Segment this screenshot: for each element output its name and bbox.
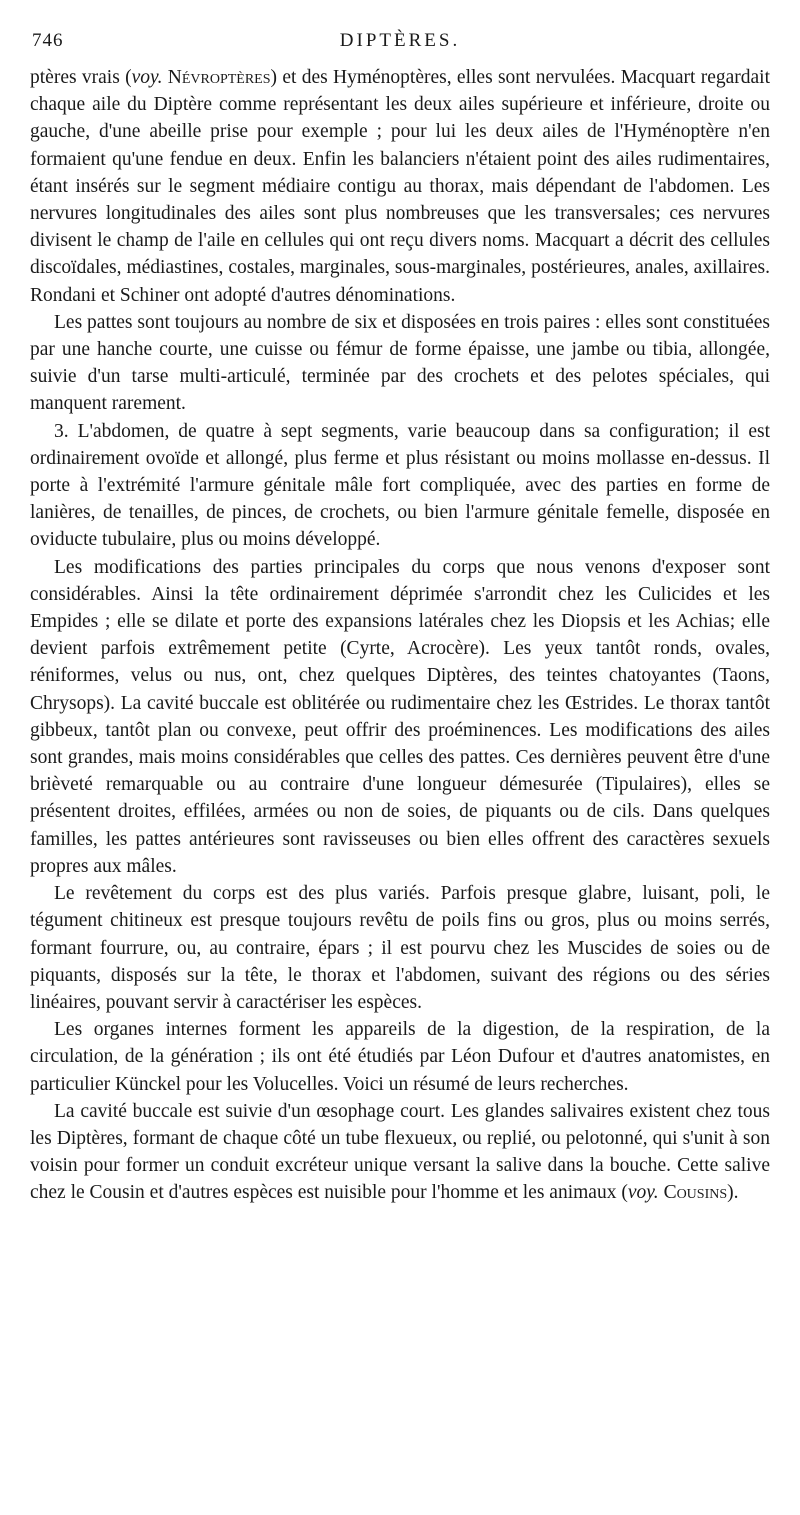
running-head [30,20,770,64]
italic-text: voy. [627,1182,659,1204]
body-text [30,64,770,1207]
text-run: Le revêtement du corps est des plus variés. Parfois presque glabre, luisant, poli, le tégument chitineux est presque toujours revêtu de poils fins ou gros, plus ou moins serrés, formant fourrure, ou, au contraire, épars ; il est pourvu chez les Muscides de soies ou de piquants, disposés sur la tête, le thorax et l'abdomen, suivant des régions ou des séries linéaires, pouvant servir à caractériser les espèces. [30,883,770,1013]
paragraph [30,418,770,554]
small-caps-text: Cousins [663,1182,728,1204]
text-run: ) et des Hyménoptères, elles sont nervulées. Macquart regardait chaque aile du Diptère comme représentant les deux ailes supérieure et inférieure, droite ou gauche, d'une abeille prise pour exemple ; pour lui les deux ailes de l'Hyménoptère n'en formaient qu'une fendue en deux. Enfin les balanciers n'étaient point des ailes rudimentaires, étant insérés sur le segment médiaire contigu au thorax, mais dépendant de l'abdomen. Les nervures longitudinales des ailes sont plus nombreuses que les transversales; ces nervures divisent le champ de l'aile en cellules qui ont reçu divers noms. Macquart a décrit des cellules discoïdales, médiastines, costales, marginales, sous-marginales, postérieures, anales, axillaires. Rondani et Schiner ont adopté d'autres dénominations. [30,67,771,306]
text-run: Les pattes sont toujours au nombre de six et disposées en trois paires : elles sont constituées par une hanche courte, une cuisse ou fémur de forme épaisse, une jambe ou tibia, allongée, suivie d'un tarse multi-articulé, terminée par des crochets et des pelotes spéciales, qui manquent rarement. [30,311,770,415]
paragraph [30,64,770,309]
document-page [30,20,770,1207]
running-title: DIPTÈRES. [339,30,461,51]
page-number: 746 [32,30,64,51]
text-run: ptères vrais ( [30,67,132,88]
text-run: La cavité buccale est suivie d'un œsophage court. Les glandes salivaires existent chez tous les Diptères, formant de chaque côté un tube flexueux, ou replié, ou pelotonné, qui s'unit à son voisin pour former un conduit excréteur unique versant la salive dans la bouche. Cette salive chez le Cousin et d'autres espèces est nuisible pour l'homme et les animaux ( [30,1100,770,1204]
italic-text: voy. [131,67,163,88]
text-run: ). [727,1182,739,1204]
text-run: Les organes internes forment les appareils de la digestion, de la respiration, de la circulation, de la génération ; ils ont été étudiés par Léon Dufour et d'autres anatomistes, en particulier Künckel pour les Volucelles. Voici un résumé de leurs recherches. [30,1019,770,1095]
text-run: Les modifications des parties principales du corps que nous venons d'exposer sont considérables. Ainsi la tête ordinairement déprimée s'arrondit chez les Culicides et les Empides ; elle se dilate et porte des expansions latérales chez les Diopsis et les Achias; elle devient parfois extrêmement petite (Cyrte, Acrocère). Les yeux tantôt ronds, ovales, réniformes, velus ou nus, ont, chez quelques Diptères, des teintes chatoyantes (Taons, Chrysops). La cavité buccale est oblitérée ou rudimentaire chez les Œstrides. Le thorax tantôt gibbeux, tantôt plan ou convexe, peut offrir des proéminences. Les modifications des ailes sont grandes, mais moins considérables que celles des pattes. Ces dernières peuvent être d'une brièveté remarquable ou au contraire d'une longueur démesurée (Tipulaires), elles se présentent droites, effilées, armées ou non de soies, de piquants ou de cils. Dans quelques familles, les pattes antérieures sont ravisseuses ou bien elles offrent des caractères sexuels propres aux mâles. [30,556,770,877]
paragraph [30,309,770,418]
paragraph [30,1016,770,1098]
paragraph [30,554,770,880]
paragraph [30,880,770,1016]
small-caps-text: Névroptères [167,67,271,88]
text-run: 3. L'abdomen, de quatre à sept segments, varie beaucoup dans sa configuration; il est ordinairement ovoïde et allongé, plus ferme et plus résistant ou moins mollasse en-dessus. Il porte à l'extrémité l'armure génitale mâle fort compliquée, avec des parties en forme de lanières, de tenailles, de pinces, de crochets, ou bien l'armure génitale femelle, disposée en oviducte tubulaire, plus ou moins développé. [30,420,770,551]
paragraph [30,1098,770,1207]
